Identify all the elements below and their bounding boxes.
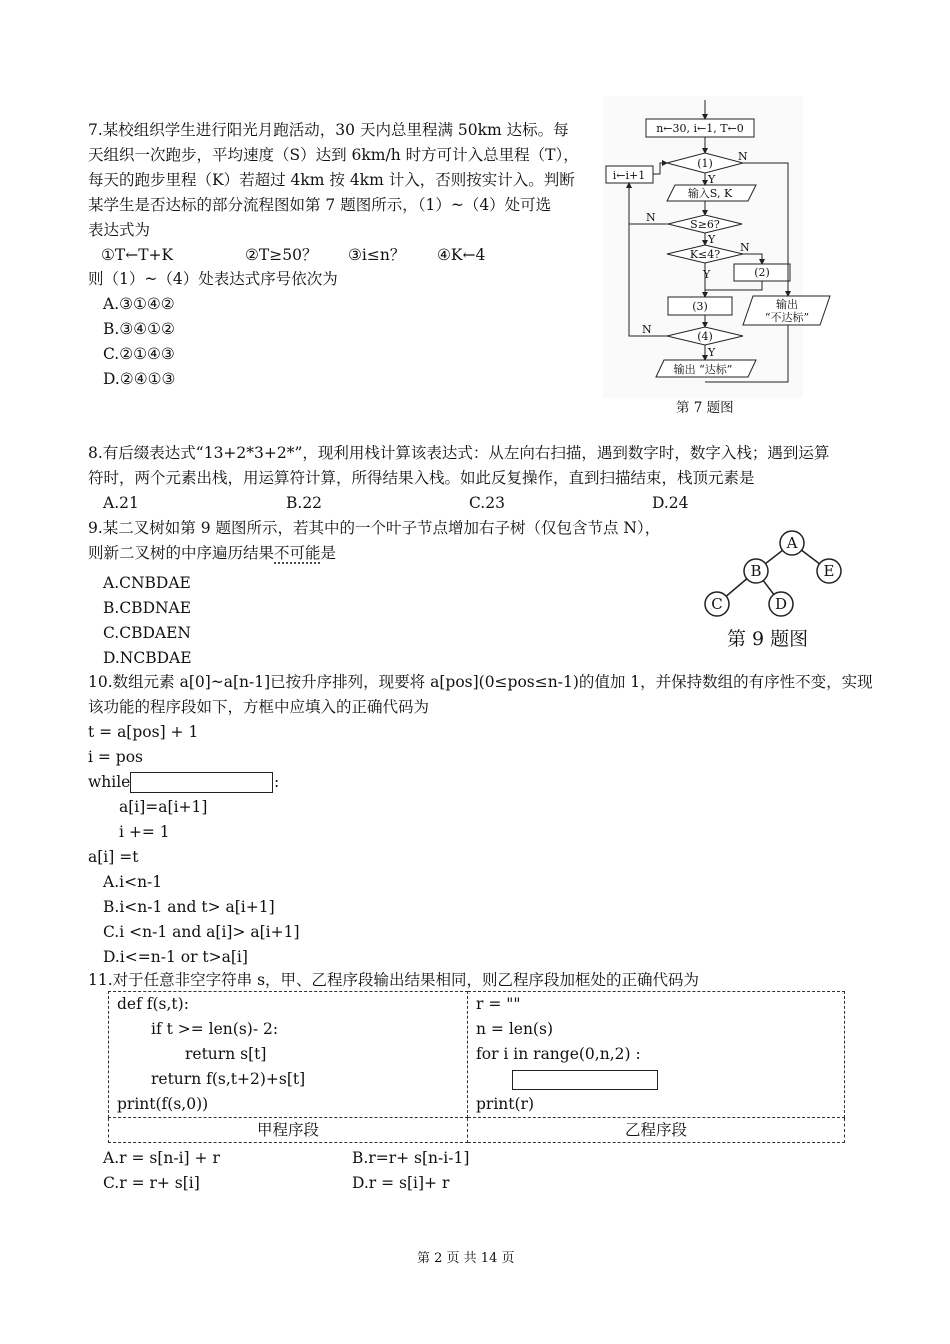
q7-stem-line-1: 7.某校组织学生进行阳光月跑活动，30 天内总里程满 50km 达标。每 xyxy=(88,121,569,139)
tree-node-c: C xyxy=(711,595,723,613)
q9-option-b: B.CBDNAE xyxy=(103,599,192,617)
q10-code-line-5: i += 1 xyxy=(119,823,170,841)
q9-stem-line-1: 9.某二叉树如第 9 题图所示，若其中的一个叶子节点增加右子树（仅包含节点 N）， xyxy=(88,519,661,537)
q9-option-a: A.CNBDAE xyxy=(103,574,191,592)
q11-stem: 11.对于任意非空字符串 s，甲、乙程序段输出结果相同，则乙程序段加框处的正确代码为 xyxy=(88,971,700,989)
q9-stem-post: 是 xyxy=(320,544,337,562)
q11-right-blank-row xyxy=(476,1067,836,1092)
q7-expr-1: ①T←T+K xyxy=(101,246,174,264)
q10-option-b: B.i<n-1 and t> a[i+1] xyxy=(103,898,275,916)
tree-node-a: A xyxy=(786,534,798,552)
q11-option-b: B.r=r+ s[n-i-1] xyxy=(352,1149,470,1167)
q11-left-line-1: def f(s,t): xyxy=(117,995,189,1013)
q7-stem-line-3: 每天的跑步里程（K）若超过 4km 按 4km 计入，否则按实计入。判断 xyxy=(88,171,575,189)
fc-label-y1: Y xyxy=(708,173,716,186)
q10-code-while: while xyxy=(88,773,131,791)
q7-stem-line-5: 表达式为 xyxy=(88,221,151,239)
q11-right-code xyxy=(468,992,845,1118)
binary-tree-figure xyxy=(700,525,860,625)
q10-option-a: A.i<n-1 xyxy=(103,873,163,891)
fc-label-y4: Y xyxy=(708,346,716,359)
figure-7-caption: 第 7 题图 xyxy=(676,400,734,416)
q11-left-code xyxy=(109,992,468,1118)
tree-node-d: D xyxy=(774,595,788,613)
q8-option-a: A.21 xyxy=(103,494,139,512)
fc-output-fail-line2: “不达标” xyxy=(764,311,810,324)
fc-increment-text: i←i+1 xyxy=(612,169,646,182)
q7-option-a: A.③①④② xyxy=(103,295,175,313)
fc-box-3: (3) xyxy=(692,300,708,313)
q11-option-a: A.r = s[n-i] + r xyxy=(103,1149,220,1167)
q8-option-b: B.22 xyxy=(286,494,323,512)
q11-left-line-4: return f(s,t+2)+s[t] xyxy=(151,1070,306,1088)
q8-stem-line-1: 8.有后缀表达式“13+2*3+2*”，现利用栈计算该表达式：从左向右扫描，遇到数字时，数字入栈；遇到运算 xyxy=(88,444,830,462)
fc-output-pass: 输出 “达标” xyxy=(673,363,733,376)
flowchart-figure xyxy=(603,96,810,398)
q9-stem-line-2 xyxy=(88,541,336,566)
fc-label-n2: N xyxy=(646,211,656,224)
q11-right-caption: 乙程序段 xyxy=(468,1118,845,1143)
q11-right-line-1: r = "" xyxy=(476,995,521,1013)
q8-option-c: C.23 xyxy=(469,494,505,512)
q7-expr-2: ②T≥50？ xyxy=(245,246,318,264)
fc-label-n3: N xyxy=(740,241,750,254)
q7-expr-3: ③i≤n？ xyxy=(348,246,406,264)
fc-label-n1: N xyxy=(738,150,748,163)
q7-option-b: B.③④①② xyxy=(103,320,175,338)
tree-node-b: B xyxy=(750,562,762,580)
q7-option-d: D.②④①③ xyxy=(103,370,176,388)
q11-right-line-2: n = len(s) xyxy=(476,1020,553,1038)
fc-init-text: n←30, i←1, T←0 xyxy=(656,122,744,135)
fc-box-2: (2) xyxy=(754,266,770,279)
fc-output-fail-line1: 输出 xyxy=(776,298,798,311)
q10-option-d: D.i<=n-1 or t>a[i] xyxy=(103,948,248,966)
q11-option-d: D.r = s[i]+ r xyxy=(352,1174,450,1192)
q10-code-line-2: i = pos xyxy=(88,748,144,766)
q10-stem-line-1: 10.数组元素 a[0]~a[n-1]已按升序排列，现要将 a[pos](0≤pos≤n-1)的值加 1，并保持数组的有序性不变，实现 xyxy=(88,673,873,691)
tree-node-e: E xyxy=(823,562,835,580)
q11-right-line-3: for i in range(0,n,2) : xyxy=(476,1045,641,1063)
q7-ask: 则（1）~（4）处表达式序号依次为 xyxy=(88,270,338,288)
q10-answer-blank[interactable] xyxy=(130,772,273,793)
q9-option-d: D.NCBDAE xyxy=(103,649,192,667)
q10-code-colon: : xyxy=(274,773,280,791)
q10-stem-line-2: 该功能的程序段如下，方框中应填入的正确代码为 xyxy=(88,698,430,716)
fc-label-n4: N xyxy=(642,323,652,336)
q10-code-line-4: a[i]=a[i+1] xyxy=(119,798,208,816)
q7-option-c: C.②①④③ xyxy=(103,345,175,363)
fc-decision-speed: S≥6? xyxy=(690,218,720,231)
q8-stem-line-2: 符时，两个元素出栈，用运算符计算，所得结果入栈。如此反复操作，直到扫描结束，栈顶元素是 xyxy=(88,469,755,487)
q7-stem-line-2: 天组织一次跑步，平均速度（S）达到 6km/h 时方可计入总里程（T）， xyxy=(88,146,579,164)
q11-left-line-5: print(f(s,0)) xyxy=(117,1095,209,1113)
q10-code-line-6: a[i] =t xyxy=(88,848,139,866)
fc-decision-k: K≤4? xyxy=(689,248,721,261)
q11-answer-blank[interactable] xyxy=(512,1070,658,1090)
q11-code-table xyxy=(108,991,845,1143)
q11-right-line-5: print(r) xyxy=(476,1095,535,1113)
fc-decision-1: (1) xyxy=(697,157,713,170)
q7-stem-line-4: 某学生是否达标的部分流程图如第 7 题图所示，（1）~（4）处可选 xyxy=(88,196,552,214)
figure-9-caption: 第 9 题图 xyxy=(727,628,809,650)
page-footer: 第 2 页 共 14 页 xyxy=(417,1251,515,1266)
q11-option-c: C.r = r+ s[i] xyxy=(103,1174,200,1192)
q10-code-line-1: t = a[pos] + 1 xyxy=(88,723,199,741)
q11-left-line-2: if t >= len(s)- 2: xyxy=(151,1020,279,1038)
fc-label-y3: Y xyxy=(703,268,711,281)
fc-input-text: 输入S, K xyxy=(687,187,733,200)
q9-stem-pre: 则新二叉树的中序遍历结果 xyxy=(88,544,275,562)
q10-option-c: C.i <n-1 and a[i]> a[i+1] xyxy=(103,923,300,941)
fc-label-y2: Y xyxy=(708,233,716,246)
q8-option-d: D.24 xyxy=(652,494,689,512)
q7-expr-4: ④K←4 xyxy=(437,246,486,264)
q9-stem-emphasis: 不可能 xyxy=(274,544,321,562)
q11-left-line-3: return s[t] xyxy=(185,1045,267,1063)
q9-option-c: C.CBDAEN xyxy=(103,624,191,642)
fc-decision-4: (4) xyxy=(697,330,713,343)
q11-left-caption: 甲程序段 xyxy=(109,1118,468,1143)
